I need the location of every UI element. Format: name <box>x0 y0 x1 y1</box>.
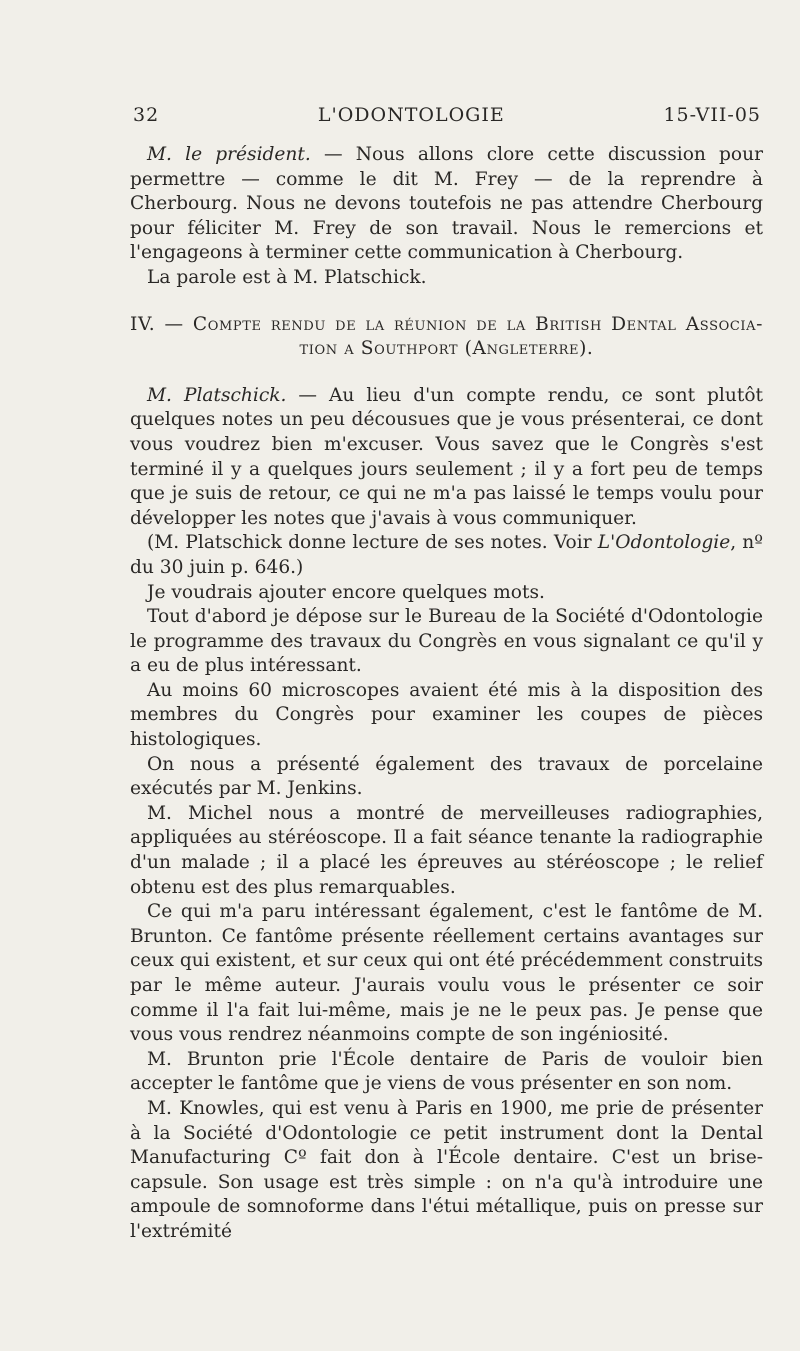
speaker-name: M. Platschick. <box>147 384 287 406</box>
paragraph: M. Brunton prie l'École dentaire de Paris de vouloir bien accepter le fantôme que je viens de vous présenter en son nom. <box>130 1048 763 1095</box>
section-heading-line-2: tion a Southport (Angleterre). <box>299 338 594 360</box>
paragraph: Tout d'abord je dépose sur le Bureau de la Société d'Odontologie le programme des travaux du Congrès en vous signalant ce qu'il y a eu de plus intéressant. <box>130 606 763 677</box>
journal-title: L'ODONTOLOGIE <box>317 104 505 126</box>
issue-date: 15-VII-05 <box>663 104 761 126</box>
paragraph: Ce qui m'a paru intéressant également, c'est le fantôme de M. Brunton. Ce fantôme présente réellement certains avantages sur ceux qui existent, et sur ceux qui ont été précédemment construits par le même auteur. J'aurais voulu vous le présenter ce soir comme il l'a fait lui-même, mais je ne le peux pas. Je pense que vous vous rendrez néanmoins compte de son ingéniosité. <box>130 901 763 1046</box>
page-number: 32 <box>133 104 160 126</box>
speaker-name: M. le président. <box>147 144 311 165</box>
body-text <box>130 143 763 1245</box>
paragraph: (M. Platschick donne lecture de ses notes. Voir L'Odontologie, nº du 30 juin p. 646.) <box>130 532 764 578</box>
paragraph: M. Michel nous a montré de merveilleuses radiographies, appliquées au stéréoscope. Il a fait séance tenante la radiographie d'un malade ; il a placé les épreuves au stéréoscope ; le relief obtenu est des plus remarquables. <box>130 802 763 898</box>
running-header <box>133 104 761 126</box>
paragraph: Je voudrais ajouter encore quelques mots. <box>147 581 545 603</box>
paragraph: On nous a présenté également des travaux de porcelaine exécutés par M. Jenkins. <box>130 753 763 800</box>
paragraph: La parole est à M. Platschick. <box>147 266 427 288</box>
paragraph: M. le président. — Nous allons clore cette discussion pour permettre — comme le dit M. Frey — de la reprendre à Cherbourg. Nous ne devons toutefois ne pas attendre Cherbourg pour féliciter M. Frey de son travail. Nous le remercions et l'engageons à terminer cette communication à Cherbourg. <box>130 144 763 264</box>
section-heading-line-1: IV. — Compte rendu de la réunion de la British Dental Associa- <box>130 313 763 335</box>
journal-reference: L'Odontologie <box>597 532 731 554</box>
paragraph: Au moins 60 microscopes avaient été mis à la disposition des membres du Congrès pour examiner les coupes de pièces histologiques. <box>130 679 763 751</box>
paragraph: M. Platschick. — Au lieu d'un compte rendu, ce sont plutôt quelques notes un peu décousues que je vous présenterai, ce dont vous voudrez bien m'excuser. Vous savez que le Congrès s'est terminé il y a quelques jours seulement ; il y a fort peu de temps que je suis de retour, ce qui ne m'a pas laissé le temps voulu pour développer les notes que j'avais à vous communiquer. <box>130 384 763 529</box>
section-heading <box>130 313 763 362</box>
paragraph: M. Knowles, qui est venu à Paris en 1900, me prie de présenter à la Société d'Odontologie ce petit instrument dont la Dental Manufacturing Cº fait don à l'École dentaire. C'est un brise-capsule. Son usage est très simple : on n'a qu'à introduire une ampoule de somnoforme dans l'étui métallique, puis on presse sur l'extrémité <box>130 1097 763 1242</box>
